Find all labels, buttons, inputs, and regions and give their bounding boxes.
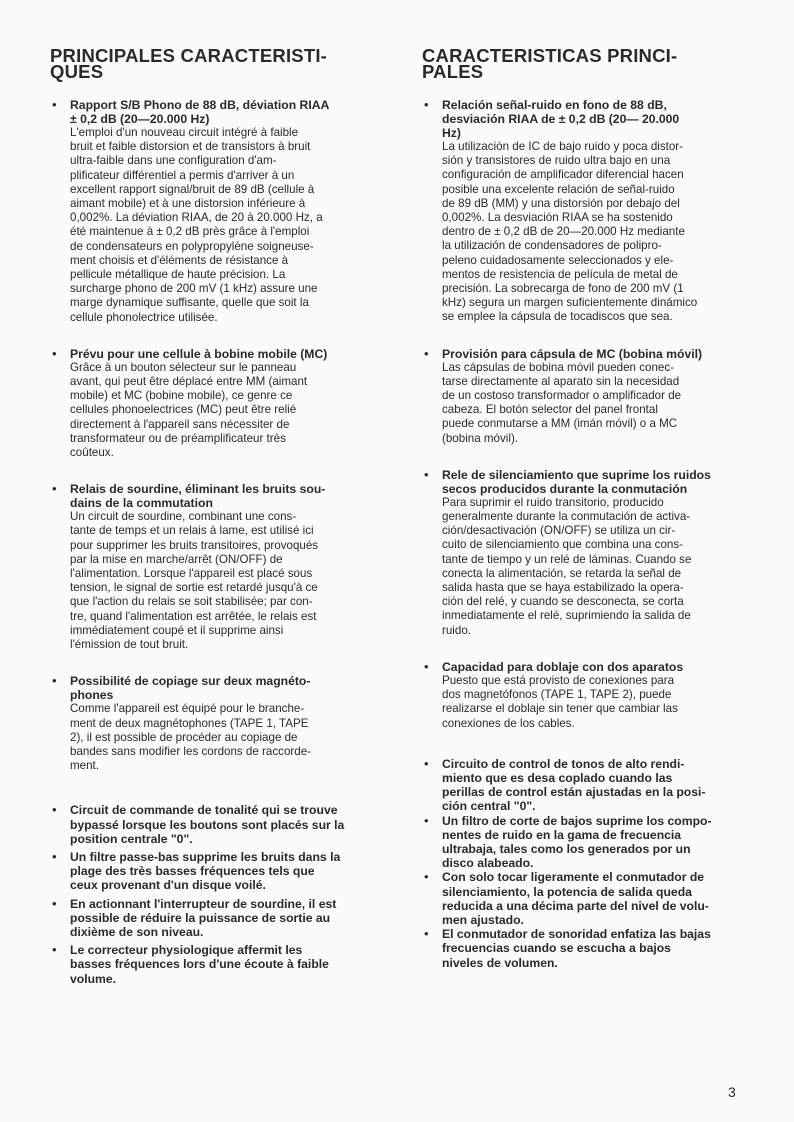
french-feature-muting (50, 482, 366, 652)
title-line: Relais de sourdine, éliminant les bruits sou- (70, 482, 326, 497)
title-line: Capacidad para doblaje con dos aparatos (442, 659, 684, 674)
text-line: El conmutador de sonoridad enfatiza las bajas (442, 927, 711, 942)
text-line: realizarse el doblaje sin tener que cambiar las (442, 702, 678, 716)
text-line: directement à l'appareil sans nécessiter de (70, 417, 290, 431)
text-line: tension, le signal de sortie est retardé jusqu'à ce (70, 581, 318, 595)
text-line: 2), il est possible de procéder au copiage de (70, 730, 298, 744)
text-line: silenciamiento, la potencia de salida queda (442, 884, 692, 899)
text-line: Grâce à un bouton sélecteur sur le panneau (70, 360, 297, 374)
title-line: Rapport S/B Phono de 88 dB, déviation RIAA (70, 98, 330, 112)
text-line: ruido. (442, 623, 472, 637)
bullet-icon: • (424, 97, 429, 112)
text-line: generalmente durante la conmutación de activa- (442, 510, 691, 524)
bullet-icon: • (52, 802, 57, 818)
text-line: surcharge phono de 200 mV (1 kHz) assure une (70, 282, 318, 296)
text-line: conecta la alimentación, se retarda la señal de (442, 566, 682, 580)
text-line: de condensateurs en polypropylène soigneuse- (70, 239, 314, 253)
text-line: mobile) et MC (bobine mobile), ce genre ce (70, 389, 293, 403)
text-line: bypassé lorsque les boutons sont placés sur la (70, 817, 345, 832)
text-line: Le correcteur physiologique affermit les (70, 943, 303, 958)
text-line: dixième de son niveau. (70, 924, 204, 939)
french-feature-snr (50, 98, 366, 325)
text-line: que l'action du relais se soit stabilisée; par con- (70, 595, 313, 609)
title-line: Rele de silenciamiento que suprime los ruidos (442, 467, 711, 482)
text-line: de un costoso transformador o amplificador de (442, 389, 682, 403)
text-line: nentes de ruido en la gama de frecuencia (442, 827, 682, 842)
spanish-short-item (422, 870, 744, 927)
text-line: excellent rapport signal/bruit de 89 dB (cellule à (70, 182, 315, 196)
text-line: Un filtre passe-bas supprime les bruits dans la (70, 849, 341, 864)
text-line: marge dynamique suffisante, quelle que soit la (70, 296, 309, 310)
spanish-heading (422, 45, 744, 82)
feature-title (442, 98, 744, 140)
french-feature-mc (50, 347, 366, 460)
spanish-short-item (422, 757, 744, 814)
text-line: cabeza. El botón selector del panel frontal (442, 403, 658, 417)
bullet-icon: • (424, 345, 429, 361)
spanish-feature-mc (422, 347, 744, 446)
feature-description (70, 510, 366, 652)
feature-title (70, 674, 366, 702)
french-column (50, 45, 366, 986)
feature-description (442, 496, 744, 638)
text-line: sión y transistores de ruido ultra bajo en una (442, 154, 671, 168)
text-line: L'emploi d'un nouveau circuit intégré à faible (70, 126, 299, 139)
text-line: se emplee la cápsula de tocadiscos que sea. (442, 310, 673, 324)
text-line: reducida a una décima parte del nivel de volu- (442, 898, 709, 913)
feature-title (70, 482, 366, 510)
text-line: inmediatamente el relé, suprimiendo la salida de (442, 609, 691, 623)
spanish-short-item (422, 927, 744, 970)
text-line: Circuito de control de tonos de alto rendi- (442, 756, 685, 771)
feature-description (442, 361, 744, 446)
french-short-item (50, 897, 366, 940)
bullet-icon: • (424, 926, 429, 942)
feature-description (442, 140, 744, 325)
text-line: position centrale "0". (70, 831, 193, 846)
title-line: Prévu pour une cellule à bobine mobile (MC) (70, 346, 328, 361)
bullet-icon: • (52, 942, 57, 958)
text-line: cellule phonolectrice utilisée. (70, 310, 218, 324)
bullet-icon: • (52, 97, 57, 112)
text-line: pour supprimer les bruits transitoires, provoqués (70, 538, 319, 552)
text-line: Circuit de commande de tonalité qui se trouve (70, 803, 338, 818)
french-heading (50, 45, 366, 82)
text-line: Un circuit de sourdine, combinant une cons- (70, 510, 297, 524)
feature-description (70, 126, 366, 325)
text-line: ción central "0". (442, 799, 536, 814)
title-line: ± 0,2 dB (20—20.000 Hz) (70, 112, 210, 126)
feature-title (442, 347, 744, 361)
text-line: tre, quand l'alimentation est arrêtée, le relais est (70, 609, 317, 623)
text-line: ment de deux magnétophones (TAPE 1, TAPE (70, 716, 309, 730)
text-line: bandes sans modifier les cordons de raccorde- (70, 744, 312, 758)
french-heading-line: QUES (50, 61, 104, 82)
bullet-icon: • (424, 869, 429, 885)
spanish-short-item (422, 814, 744, 871)
feature-title (442, 660, 744, 674)
french-short-item (50, 943, 366, 986)
text-line: ultra-faible dans une configuration d'am- (70, 154, 277, 168)
feature-description (442, 674, 744, 731)
spanish-column (422, 45, 744, 970)
text-line: Un filtro de corte de bajos suprime los compo- (442, 813, 712, 828)
text-line: 0,002%. La desviación RIAA se ha sostenido (442, 211, 673, 225)
title-line: secos producidos durante la conmutación (442, 481, 688, 496)
bullet-icon: • (52, 345, 57, 361)
text-line: kHz) segura un margen suficientemente dinámico (442, 296, 698, 310)
title-line: desviación RIAA de ± 0,2 dB (20— 20.000 (442, 112, 680, 126)
text-line: possible de réduire la puissance de sortie au (70, 910, 331, 925)
text-line: men ajustado. (442, 912, 524, 927)
text-line: transformateur ou de préamplificateur très (70, 431, 286, 445)
text-line: cellules phonoelectrices (MC) peut être relié (70, 403, 297, 417)
text-line: coûteux. (70, 446, 114, 460)
text-line: basses fréquences lors d'une écoute à faible (70, 957, 329, 972)
text-line: ment. (70, 759, 99, 773)
short-item-text (442, 927, 744, 970)
feature-title (70, 347, 366, 361)
text-line: (bobina móvil). (442, 431, 519, 445)
text-line: dos magnetófonos (TAPE 1, TAPE 2), puede (442, 688, 672, 702)
text-line: par la mise en marche/arrêt (ON/OFF) de (70, 552, 283, 566)
feature-title (70, 98, 366, 126)
short-item-text (442, 870, 744, 927)
bullet-icon: • (424, 812, 429, 828)
feature-title (442, 468, 744, 496)
text-line: tarse directamente al aparato sin la necesidad (442, 374, 680, 388)
text-line: tante de temps et un relais à lame, est utilisé ici (70, 524, 314, 538)
title-line: Relación señal-ruido en fono de 88 dB, (442, 98, 667, 112)
text-line: ción del relé, y cuando se desconecta, se corta (442, 595, 684, 609)
text-line: Para suprimir el ruido transitorio, producido (442, 495, 664, 509)
french-heading-line: PRINCIPALES CARACTERISTI- (50, 45, 328, 66)
text-line: ción/desactivación (ON/OFF) se utiliza un cir- (442, 524, 676, 538)
text-line: 0,002%. La déviation RIAA, de 20 à 20.000 Hz, a (70, 211, 323, 225)
bullet-icon: • (52, 895, 57, 911)
title-line: Provisión para cápsula de MC (bobina móvil) (442, 346, 703, 361)
bullet-icon: • (424, 658, 429, 674)
text-line: puede conmutarse a MM (imán móvil) o a MC (442, 417, 678, 431)
spanish-feature-dubbing (422, 660, 744, 731)
text-line: été maintenue à ± 0,2 dB près grâce à l'emploi (70, 225, 310, 239)
text-line: ceux provenant d'un disque voilé. (70, 878, 266, 893)
text-line: plage des très basses fréquences tels que (70, 864, 315, 879)
short-item-text (70, 850, 366, 893)
text-line: pellicule métallique de haute précision. La (70, 268, 286, 282)
text-line: bruit et faible distorsion et de transistors à bruit (70, 140, 311, 154)
text-line: ment choisis et d'éléments de résistance à (70, 253, 289, 267)
text-line: configuración de amplificador diferencial hacen (442, 168, 684, 182)
text-line: Comme l'appareil est équipé pour le branche- (70, 702, 305, 716)
text-line: salida hasta que se haya estabilizado la opera- (442, 581, 684, 595)
text-line: immédiatement coupé et il supprime ainsi (70, 623, 284, 637)
text-line: peleno cuidadosamente seleccionados y ele- (442, 253, 674, 267)
short-item-text (70, 943, 366, 986)
text-line: En actionnant l'interrupteur de sourdine, il est (70, 896, 337, 911)
text-line: La utilización de IC de bajo ruido y poca distor- (442, 140, 684, 153)
text-line: Puesto que está provisto de conexiones para (442, 673, 675, 687)
french-feature-dubbing (50, 674, 366, 773)
text-line: perillas de control están ajustadas en la posi- (442, 785, 706, 800)
text-line: aimant mobile) et à une distorsion inférieure à (70, 197, 306, 211)
feature-description (70, 702, 366, 773)
text-line: precisión. La sobrecarga de fono de 200 mV (1 (442, 282, 684, 296)
short-item-text (70, 897, 366, 940)
title-line: dains de la commutation (70, 496, 213, 511)
bullet-icon: • (424, 466, 429, 482)
bullet-icon: • (52, 673, 57, 689)
text-line: l'émission de tout bruit. (70, 638, 189, 652)
french-short-item (50, 803, 366, 846)
text-line: miento que es desa coplado cuando las (442, 770, 673, 785)
text-line: avant, qui peut être déplacé entre MM (aimant (70, 375, 308, 389)
text-line: frecuencias cuando se escucha a bajos (442, 941, 671, 956)
text-line: la utilización de condensadores de polipro- (442, 239, 662, 253)
spanish-feature-snr (422, 98, 744, 325)
text-line: plificateur différentiel a permis d'arriver à un (70, 168, 295, 182)
text-line: volume. (70, 971, 117, 986)
short-item-text (442, 814, 744, 871)
text-line: tante de tiempo y un relé de láminas. Cuando se (442, 552, 692, 566)
short-item-text (70, 803, 366, 846)
text-line: cuito de silenciamiento que combina una cons- (442, 538, 684, 552)
text-line: niveles de volumen. (442, 955, 558, 970)
text-line: Con solo tocar ligeramente el conmutador de (442, 870, 705, 885)
bullet-icon: • (424, 755, 429, 771)
french-short-item (50, 850, 366, 893)
title-line: Possibilité de copiage sur deux magnéto- (70, 674, 311, 689)
text-line: l'alimentation. Lorsque l'appareil est placé sous (70, 567, 313, 581)
page-number: 3 (728, 1084, 736, 1100)
text-line: disco alabeado. (442, 856, 534, 871)
spanish-feature-muting (422, 468, 744, 638)
text-line: de 89 dB (MM) y una distorsión por debajo del (442, 196, 680, 210)
text-line: ultrabaja, tales como los generados por un (442, 841, 691, 856)
text-line: mentos de resistencia de película de metal de (442, 267, 678, 281)
title-line: phones (70, 688, 114, 703)
short-item-text (442, 757, 744, 814)
bullet-icon: • (52, 481, 57, 497)
spanish-heading-line: CARACTERISTICAS PRINCI- (422, 45, 678, 66)
text-line: posible una excelente relación de señal-ruido (442, 182, 675, 196)
text-line: Las cápsulas de bobina móvil pueden conec- (442, 360, 675, 374)
bullet-icon: • (52, 848, 57, 864)
text-line: conexiones de los cables. (442, 716, 575, 730)
feature-description (70, 361, 366, 460)
title-line: Hz) (442, 126, 461, 140)
text-line: dentro de ± 0,2 dB de 20—20.000 Hz mediante (442, 225, 685, 239)
spanish-heading-line: PALES (422, 61, 484, 82)
